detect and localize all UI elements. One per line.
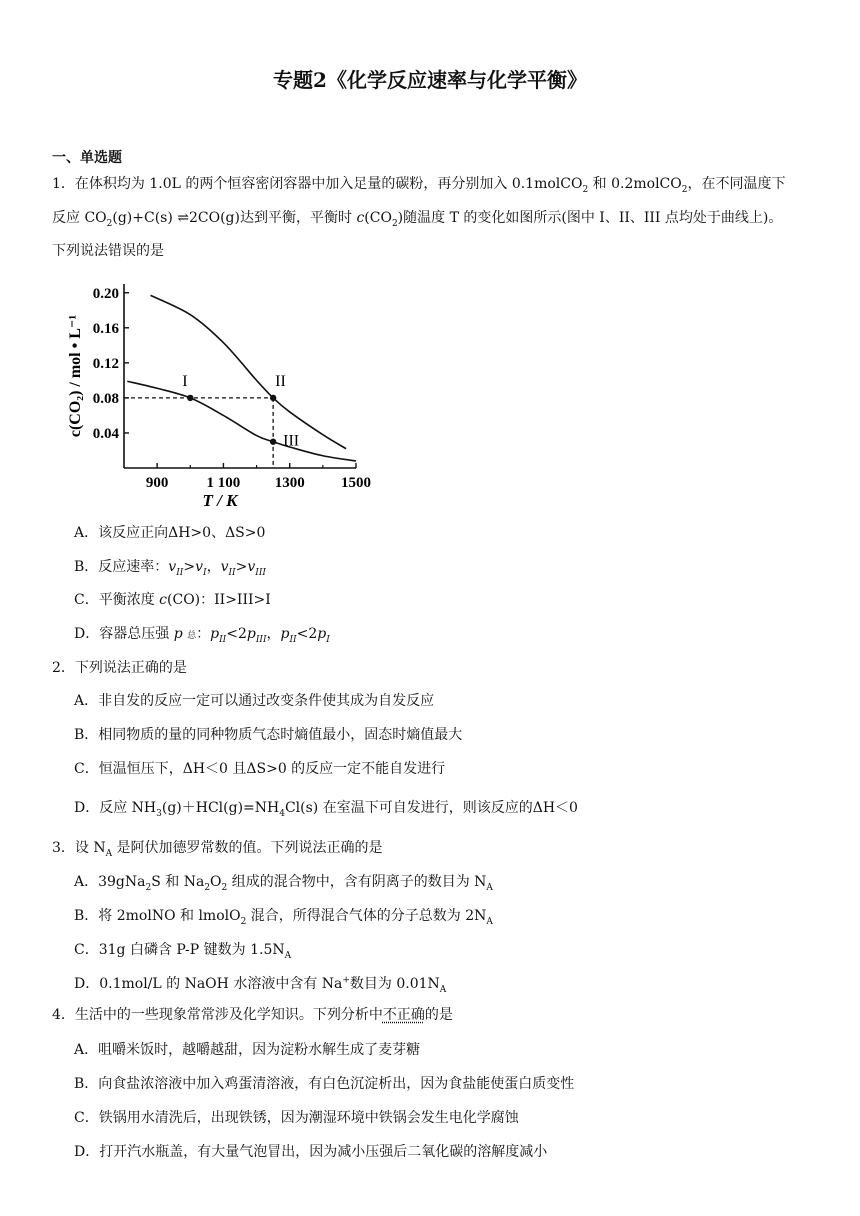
q3-option-b: B．将 2molNO 和 lmolO$_2$ 混合，所得混合气体的分子总数为 $2N_A$ [74, 908, 493, 927]
q4-option-c: C．铁锅用水清洗后，出现铁锈，因为潮湿环境中铁锅会发生电化学腐蚀 [74, 1110, 519, 1126]
y-tick-label: 0.12 [92, 355, 119, 372]
y-tick-label: 0.08 [92, 390, 119, 407]
y-tick-label: 0.04 [92, 425, 119, 442]
x-axis-label: T / K [202, 491, 238, 510]
q2-option-c: C．恒温恒压下，ΔH＜0 且ΔS>0 的反应一定不能自发进行 [74, 761, 446, 777]
question-4: 4．生活中的一些现象常常涉及化学知识。下列分析中不正确的是 [52, 1007, 453, 1023]
question-1-line-2: 反应 $CO_2(g)+C(s)$ ⇌2CO(g)达到平衡，平衡时 $c(CO_2)$随温度 T 的变化如图所示(图中 I、II、III 点均处于曲线上)。 [52, 210, 783, 229]
question-2: 2．下列说法正确的是 [52, 660, 187, 676]
q1-option-b: B．反应速率：$v_{II}>v_I$，$v_{II}>v_{III}$ [74, 559, 266, 578]
question-3: 3．设 $N_A$ 是阿伏加德罗常数的值。下列说法正确的是 [52, 840, 383, 859]
x-tick-label: 1 100 [206, 475, 241, 491]
point-II [270, 395, 276, 401]
q2-option-b: B．相同物质的量的同种物质气态时熵值最小，固态时熵值最大 [74, 727, 463, 743]
q3-option-a: A．39gNa$_2$S 和 $Na_2O_2$ 组成的混合物中，含有阴离子的数目为 $N_A$ [74, 874, 493, 893]
q4-option-b: B．向食盐浓溶液中加入鸡蛋清溶液，有白色沉淀析出，因为食盐能使蛋白质变性 [74, 1076, 575, 1092]
question-1-line-3: 下列说法错误的是 [52, 243, 164, 259]
question-1-line-1: 1．在体积均为 1.0L 的两个恒容密闭容器中加入足量的碳粉，再分别加入 0.1molCO$_2$ 和 0.2molCO$_2$，在不同温度下 [52, 176, 786, 195]
q1-option-d: D．容器总压强 p 总：$p_{II}<2p_{III}$，$p_{II}<2p_I$ [74, 626, 330, 645]
q4-option-d: D．打开汽水瓶盖，有大量气泡冒出，因为减小压强后二氧化碳的溶解度减小 [74, 1144, 548, 1160]
q2-option-d: D．反应 $NH_3(g)+HCl(g)=NH_4Cl(s)$ 在室温下可自发进行，则该反应的ΔH＜0 [74, 800, 578, 819]
point-label-I: I [182, 372, 188, 390]
series-line-2 [127, 381, 356, 461]
y-tick-label: 0.20 [92, 285, 119, 302]
page-title: 专题2《化学反应速率与化学平衡》 [273, 68, 587, 92]
equilibrium-chart [66, 272, 371, 512]
q3-option-c: C．31g 白磷含 P-P 键数为 $1.5N_A$ [74, 942, 292, 961]
q3-option-d: D．0.1mol/L 的 NaOH 水溶液中含有 Na+数目为 $0.01N_A$ [74, 975, 447, 995]
q1-option-c: C．平衡浓度 c(CO)：II>III>I [74, 592, 271, 608]
section-heading: 一、单选题 [52, 150, 122, 166]
point-I [187, 395, 193, 401]
q1-option-a: A．该反应正向ΔH>0、ΔS>0 [74, 525, 266, 541]
point-III [270, 439, 276, 445]
series-line-1 [151, 295, 347, 448]
point-label-III: III [283, 432, 300, 450]
point-label-II: II [275, 372, 286, 390]
q4-option-a: A．咀嚼米饭时，越嚼越甜，因为淀粉水解生成了麦芽糖 [74, 1042, 421, 1058]
x-tick-label: 900 [145, 475, 169, 491]
y-axis-label: c(CO₂) / mol • L⁻¹ [67, 314, 84, 438]
y-tick-label: 0.16 [92, 320, 119, 337]
x-tick-label: 1300 [274, 475, 305, 491]
x-tick-label: 1500 [341, 475, 371, 491]
q2-option-a: A．非自发的反应一定可以通过改变条件使其成为自发反应 [74, 693, 435, 709]
